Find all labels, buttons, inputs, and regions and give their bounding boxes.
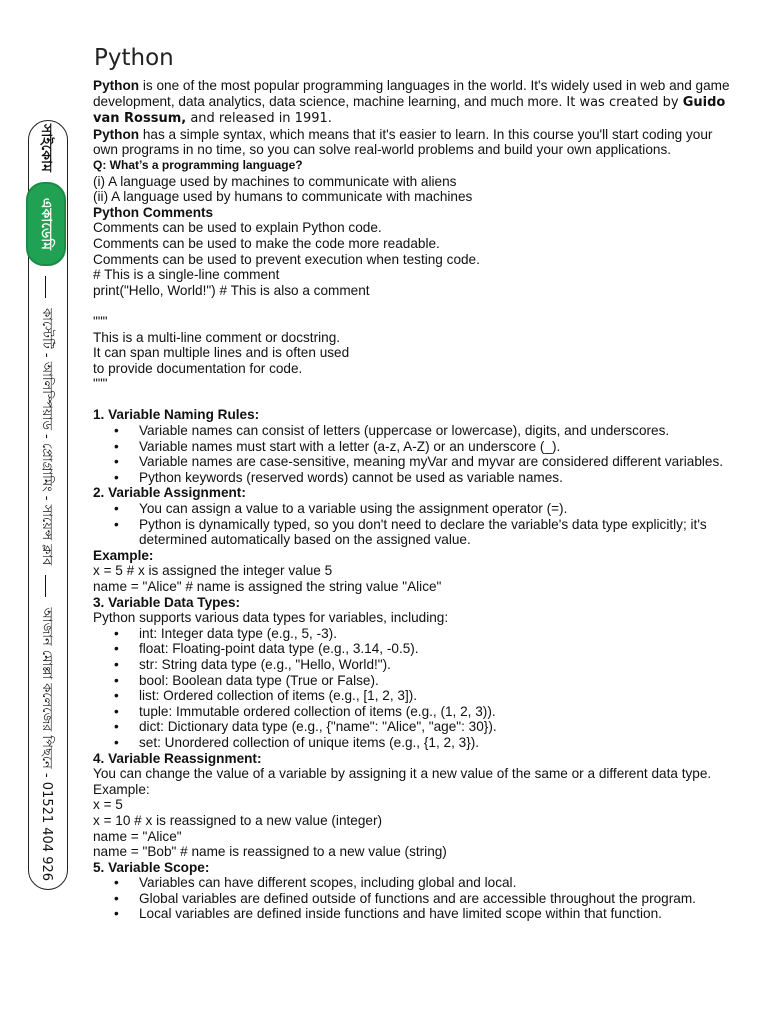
text-line: Python supports various data types for variables, including:: [93, 610, 449, 626]
text-line: You can change the value of a variable by assigning it a new value of the same or a different data type.: [93, 766, 712, 782]
bullet-list: [93, 423, 733, 485]
section-heading: 4. Variable Reassignment:: [93, 750, 262, 766]
sidebar-banner: [26, 120, 66, 900]
list-item: • Python is dynamically typed, so you don't need to declare the variable's data type explicitly; it's determined automatically based on the assigned value.: [139, 517, 733, 548]
quiz-option: (ii) A language used by humans to communicate with machines: [93, 189, 473, 205]
code-line: name = "Bob" # name is reassigned to a new value (string): [93, 844, 447, 860]
code-line: x = 5: [93, 797, 123, 813]
sidebar-divider: [46, 276, 47, 298]
example-label: Example:: [93, 547, 154, 563]
list-item: • float: Floating-point data type (e.g., 3.14, -0.5).: [139, 641, 733, 657]
list-item: • You can assign a value to a variable using the assignment operator (=).: [139, 501, 733, 517]
section-heading: 1. Variable Naming Rules:: [93, 407, 260, 423]
code-line: # This is a single-line comment: [93, 267, 280, 283]
list-item: • Global variables are defined outside of functions and are accessible throughout the program.: [139, 891, 733, 907]
section-heading: Python Comments: [93, 204, 214, 220]
list-item: • Variable names must start with a letter (a-z, A-Z) or an underscore (_).: [139, 439, 733, 455]
page-title: Python: [94, 45, 174, 71]
bullet-list: [93, 875, 733, 922]
bullet-list: [93, 501, 733, 548]
list-item: • tuple: Immutable ordered collection of items (e.g., (1, 2, 3)).: [139, 704, 733, 720]
sidebar-brand: সাইকোম: [38, 124, 54, 172]
text-line: Example:: [93, 781, 150, 797]
code-line: It can span multiple lines and is often used: [93, 345, 350, 361]
list-item: • Python keywords (reserved words) cannot be used as variable names.: [139, 470, 733, 486]
list-item: • set: Unordered collection of unique items (e.g., {1, 2, 3}).: [139, 735, 733, 751]
section-heading: 3. Variable Data Types:: [93, 594, 241, 610]
intro-paragraph: Python is one of the most popular programming languages in the world. It's widely used in web and game development, data analytics, data science, machine learning, and much more. It was created by Guido van Rossum, and released in 1991.: [93, 78, 730, 127]
code-line: name = "Alice" # name is assigned the string value "Alice": [93, 579, 442, 594]
code-line: name = "Alice": [93, 828, 182, 844]
code-line: x = 5 # x is assigned the integer value 5: [93, 563, 333, 579]
text-line: Comments can be used to make the code more readable.: [93, 235, 440, 251]
section-heading: 2. Variable Assignment:: [93, 485, 246, 501]
code-line: to provide documentation for code.: [93, 360, 303, 376]
list-item: • str: String data type (e.g., "Hello, World!").: [139, 657, 733, 673]
sidebar-address: আজান মোল্লা কলেজের পিছনে - 01521 404 926: [39, 607, 55, 882]
text-line: Comments can be used to explain Python code.: [93, 220, 382, 236]
list-item: • dict: Dictionary data type (e.g., {"name": "Alice", "age": 30}).: [139, 719, 733, 735]
code-line: """: [93, 313, 108, 329]
list-item: • Variable names can consist of letters (uppercase or lowercase), digits, and underscores.: [139, 423, 733, 439]
code-line: x = 10 # x is reassigned to a new value (integer): [93, 812, 383, 828]
text-line: Comments can be used to prevent execution when testing code.: [93, 251, 480, 267]
code-line: """: [93, 376, 108, 392]
document-body: [93, 78, 733, 922]
list-item: • int: Integer data type (e.g., 5, -3).: [139, 626, 733, 642]
list-item: • Variables can have different scopes, including global and local.: [139, 875, 733, 891]
sidebar-services: কাস্টেটি - আলিস্পিয়াড - প্রোগ্রামিং - সায়েন্স ক্লাব: [39, 308, 55, 566]
quiz-option: (i) A language used by machines to communicate with aliens: [93, 173, 457, 189]
code-line: This is a multi-line comment or docstring.: [93, 329, 341, 345]
quiz-question: Q: What’s a programming language?: [93, 157, 303, 172]
bullet-list: [93, 626, 733, 751]
intro-paragraph-2: Python has a simple syntax, which means that it's easier to learn. In this course you'll start coding your own programs in no time, so you can solve real-world problems and build your own applications.: [93, 126, 713, 158]
code-line: print("Hello, World!") # This is also a comment: [93, 282, 370, 298]
list-item: • Local variables are defined inside functions and have limited scope within that function.: [139, 906, 733, 922]
list-item: • Variable names are case-sensitive, meaning myVar and myvar are considered different variables.: [139, 454, 733, 470]
list-item: • bool: Boolean data type (True or False).: [139, 673, 733, 689]
sidebar-divider: [46, 575, 47, 597]
list-item: • list: Ordered collection of items (e.g., [1, 2, 3]).: [139, 688, 733, 704]
section-heading: 5. Variable Scope:: [93, 859, 210, 875]
sidebar-badge: একাডেমি: [26, 182, 66, 266]
